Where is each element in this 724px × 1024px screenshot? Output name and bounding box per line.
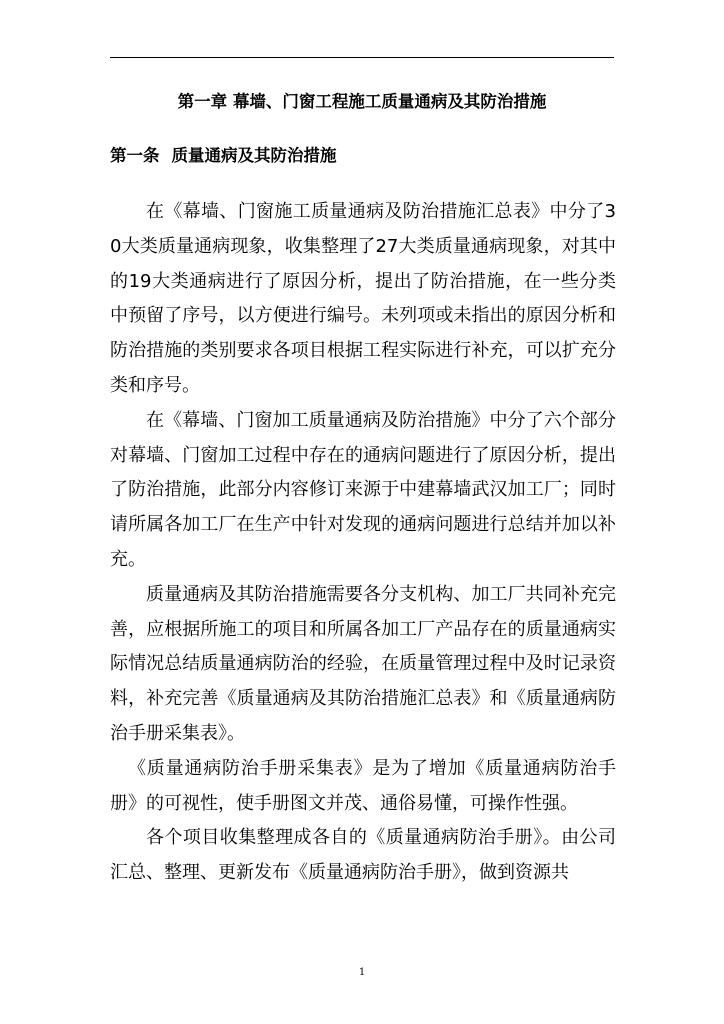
- paragraph-1: 在《幕墙、门窗施工质量通病及防治措施汇总表》中分了30大类质量通病现象，收集整理了27大类质量通病现象，对其中的19大类通病进行了原因分析，提出了防治措施，在一些分类中预留了序号，以方便进行编号。未列项或未指出的原因分析和防治措施的类别要求各项目根据工程实际进行补充，可以扩充分类和序号。: [110, 201, 616, 396]
- chapter-title: 第一章 幕墙、门窗工程施工质量通病及其防治措施: [177, 92, 547, 111]
- section-number: 第一条: [110, 146, 160, 165]
- section-heading: [110, 142, 337, 170]
- section-title: 质量通病及其防治措施: [171, 146, 337, 165]
- paragraph-3: 质量通病及其防治措施需要各分支机构、加工厂共同补充完善，应根据所施工的项目和所属各加工厂产品存在的质量通病实际情况总结质量通病防治的经验，在质量管理过程中及时记录资料，补充完善《质量通病及其防治措施汇总表》和《质量通病防治手册采集表》。: [110, 583, 616, 744]
- body-text: [110, 195, 616, 891]
- header-rule: [110, 57, 614, 58]
- page-number: 1: [358, 967, 366, 978]
- paragraph-5: 各个项目收集整理成各自的《质量通病防治手册》。由公司汇总、整理、更新发布《质量通病防治手册》，做到资源共: [110, 827, 616, 884]
- paragraph-2: 在《幕墙、门窗加工质量通病及防治措施》中分了六个部分对幕墙、门窗加工过程中存在的通病问题进行了原因分析，提出了防治措施，此部分内容修订来源于中建幕墙武汉加工厂；同时请所属各加工厂在生产中针对发现的通病问题进行总结并加以补充。: [110, 409, 616, 570]
- paragraph-4: 《质量通病防治手册采集表》是为了增加《质量通病防治手册》的可视性，使手册图文并茂、通俗易懂，可操作性强。: [110, 757, 616, 814]
